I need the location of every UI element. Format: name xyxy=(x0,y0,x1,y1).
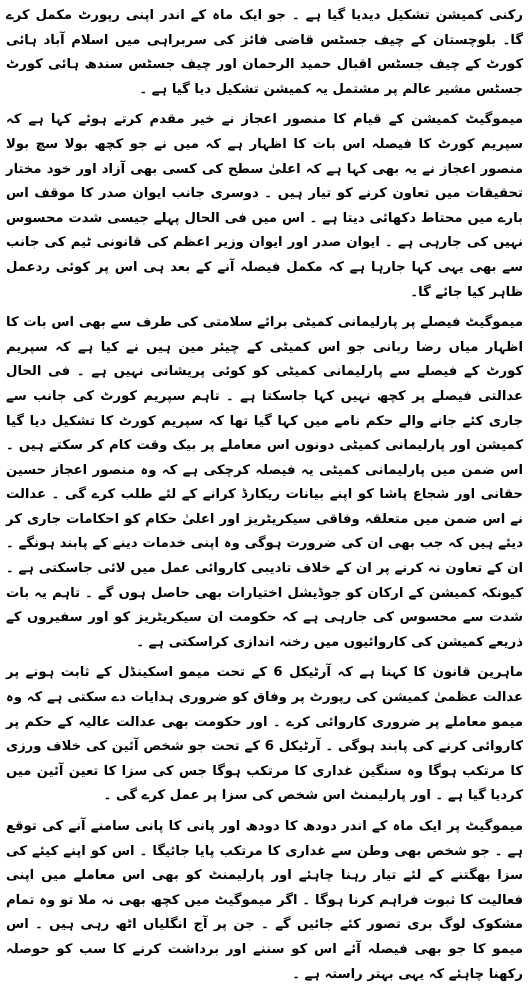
article-paragraph: رکنی کمیشن تشکیل دیدیا گیا ہے ۔ جو ایک ماہ کے اندر اپنی رپورٹ مکمل کرے گا۔ بلوچستان کے چیف جسٹس قاضی فائز کی سربراہی میں اسلام آباد ہائی کورٹ کے چیف جسٹس اقبال حمید الرحمان اور چیف جسٹس سندھ ہائی کورٹ جسٹس مشیر عالم پر مشتمل یہ کمیشن تشکیل دیا گیا ہے ۔ xyxy=(6,8,523,97)
article-paragraph: ماہرین قانون کا کہنا ہے کہ آرٹیکل 6 کے تحت میمو اسکینڈل کے ثابت ہونے پر عدالت عظمیٰ کمیشن کی رپورٹ پر وفاق کو ضروری ہدایات دے سکتی ہے کہ وہ میمو معاملے پر ضروری کاروائی کرے ۔ اور حکومت بھی عدالت عالیہ کے حکم پر کاروائی کرنے کی پابند ہوگی ۔ آرٹیکل 6 کے تحت جو شخص آئین کی خلاف ورزی کا مرتکب ہوگا وہ سنگین غداری کا مرتکب ہوگا جس کی سزا کا تعین آئین میں کردیا گیا ہے ۔ اور پارلیمنٹ اس شخص کی سزا پر عمل کرے گی ۔ xyxy=(6,665,523,804)
article-paragraph: میموگیٹ فیصلے پر پارلیمانی کمیٹی برائے سلامتی کی طرف سے بھی اس بات کا اظہار میاں رضا ربانی جو اس کمیٹی کے چیئر مین ہیں نے کیا ہے کہ سپریم کورٹ کے فیصلے سے پارلیمانی کمیٹی کو کوئی پریشانی نہیں ہے ۔ فی الحال عدالتی فیصلے پر کچھ نہیں کہا جاسکتا ہے ۔ تاہم سپریم کورٹ کی جانب سے جاری کئے جانے والے حکم نامے میں کہا گیا تھا کہ سپریم کورٹ کا تشکیل دیا گیا کمیشن اور پارلیمانی کمیٹی دونوں اس معاملے پر بیک وقت کام کر سکتے ہیں ۔ اس ضمن میں پارلیمانی کمیٹی یہ فیصلہ کرچکی ہے کہ وہ منصور اعجاز حسین حقانی اور شجاع پاشا کو اپنے بیانات ریکارڈ کرانے کے لئے طلب کرے گی ۔ عدالت نے اس ضمن میں متعلقہ وفاقی سیکریٹریز اور اعلیٰ حکام کو احکامات جاری کر دیئے ہیں کہ جب بھی ان کی ضرورت ہوگی وہ اپنی خدمات دینے کے پابند ہونگے ۔ ان کے تعاون نہ کرنے پر ان کے خلاف تادیبی کاروائی عمل میں لائی جاسکتی ہے ۔ کیونکہ کمیشن کے ارکان کو جوڈیشل اختیارات بھی حاصل ہوں گے ۔ تاہم یہ بات شدت سے محسوس کی جارہی ہے کہ حکومت ان سیکریٹریز کو اور سفیروں کے ذریعے کمیشن کی کاروائیوں میں رخنہ اندازی کراسکتی ہے ۔ xyxy=(6,315,523,650)
article-paragraph: میموگیٹ کمیشن کے قیام کا منصور اعجاز نے خیر مقدم کرتے ہوئے کہا ہے کہ سپریم کورٹ کا فیصلہ اس بات کا اظہار ہے کہ میں نے جو کچھ بولا سچ بولا منصور اعجاز نے یہ بھی کہا ہے کہ اعلیٰ سطح کی کسی بھی آزاد اور خود مختار تحقیقات میں تعاون کرنے کو تیار ہیں ۔ دوسری جانب ایوان صدر کا موقف اس بارے میں محتاط دکھائی دیتا ہے ۔ اس میں فی الحال پہلے جیسی شدت محسوس نہیں کی جارہی ہے ۔ ایوان صدر اور ایوان وزیر اعظم کی قانونی ٹیم کی جانب سے بھی یہی کہا جارہا ہے کہ مکمل فیصلہ آنے کے بعد ہی اس پر کوئی ردعمل ظاہر کیا جائے گا۔ xyxy=(6,112,523,300)
article-paragraph: میموگیٹ پر ایک ماہ کے اندر دودھ کا دودھ اور پانی کا پانی سامنے آنے کی توقع ہے ۔ جو شخص بھی وطن سے غداری کا مرتکب پایا جائیگا ۔ اس کو اپنے کیئے کی سزا بھگتنے کے لئے تیار رہنا چاہئے اور پارلیمنٹ کو بھی اس معاملے میں اپنی فعالیت کا ثبوت فراہم کرنا ہوگا ۔ اگر میموگیٹ میں کچھ بھی نہ ملا تو وہ تمام مشکوک لوگ بری تصور کئے جائیں گے ۔ جن پر آج انگلیاں اٹھ رہی ہیں ۔ اس میمو کا جو بھی فیصلہ آئے اس کو سننے اور برداشت کرنے کا سب کو حوصلہ رکھنا چاہئے کہ یہی بہتر راستہ ہے ۔ xyxy=(6,819,523,982)
